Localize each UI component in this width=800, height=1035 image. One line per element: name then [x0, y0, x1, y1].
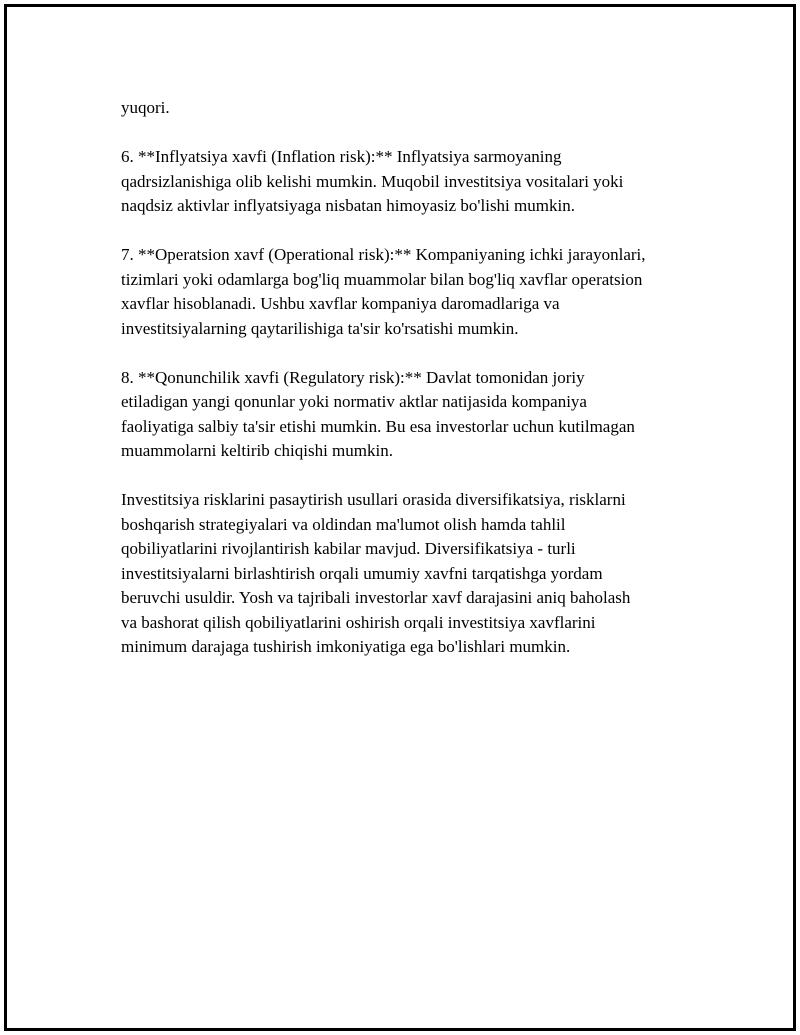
- document-page: [4, 4, 796, 1031]
- paragraph-risk-mitigation: Investitsiya risklarini pasaytirish usullari orasida diversifikatsiya, risklarni boshqarish strategiyalari va oldindan ma'lumot olish hamda tahlil qobiliyatlarini rivojlantirish kabilar mavjud. Diversifikatsiya - turli investitsiyalarni birlashtirish orqali umumiy xavfni tarqatishga yordam beruvchi usuldir. Yosh va tajribali investorlar xavf darajasini aniq baholash va bashorat qilish qobiliyatlarini oshirish orqali investitsiya xavflarini minimum darajaga tushirish imkoniyatiga ega bo'lishlari mumkin.: [121, 490, 631, 656]
- paragraph-inflation-risk: 6. **Inflyatsiya xavfi (Inflation risk):** Inflyatsiya sarmoyaning qadrsizlanishiga olib kelishi mumkin. Muqobil investitsiya vositalari yoki naqdsiz aktivlar inflyatsiyaga nisbatan himoyasiz bo'lishi mumkin.: [121, 147, 624, 215]
- paragraph-continuation: yuqori.: [121, 98, 170, 117]
- paragraph-regulatory-risk: 8. **Qonunchilik xavfi (Regulatory risk):** Davlat tomonidan joriy etiladigan yangi qonunlar yoki normativ aktlar natijasida kompaniya faoliyatiga salbiy ta'sir etishi mumkin. Bu esa investorlar uchun kutilmagan muammolarni keltirib chiqishi mumkin.: [121, 367, 635, 460]
- paragraph-operational-risk: 7. **Operatsion xavf (Operational risk):** Kompaniyaning ichki jarayonlari, tizimlari yoki odamlarga bog'liq muammolar bilan bog'liq xavflar operatsion xavflar hisoblanadi. Ushbu xavflar kompaniya daromadlariga va investitsiyalarning qaytarilishiga ta'sir ko'rsatishi mumkin.: [121, 245, 646, 338]
- document-body: [121, 96, 701, 684]
